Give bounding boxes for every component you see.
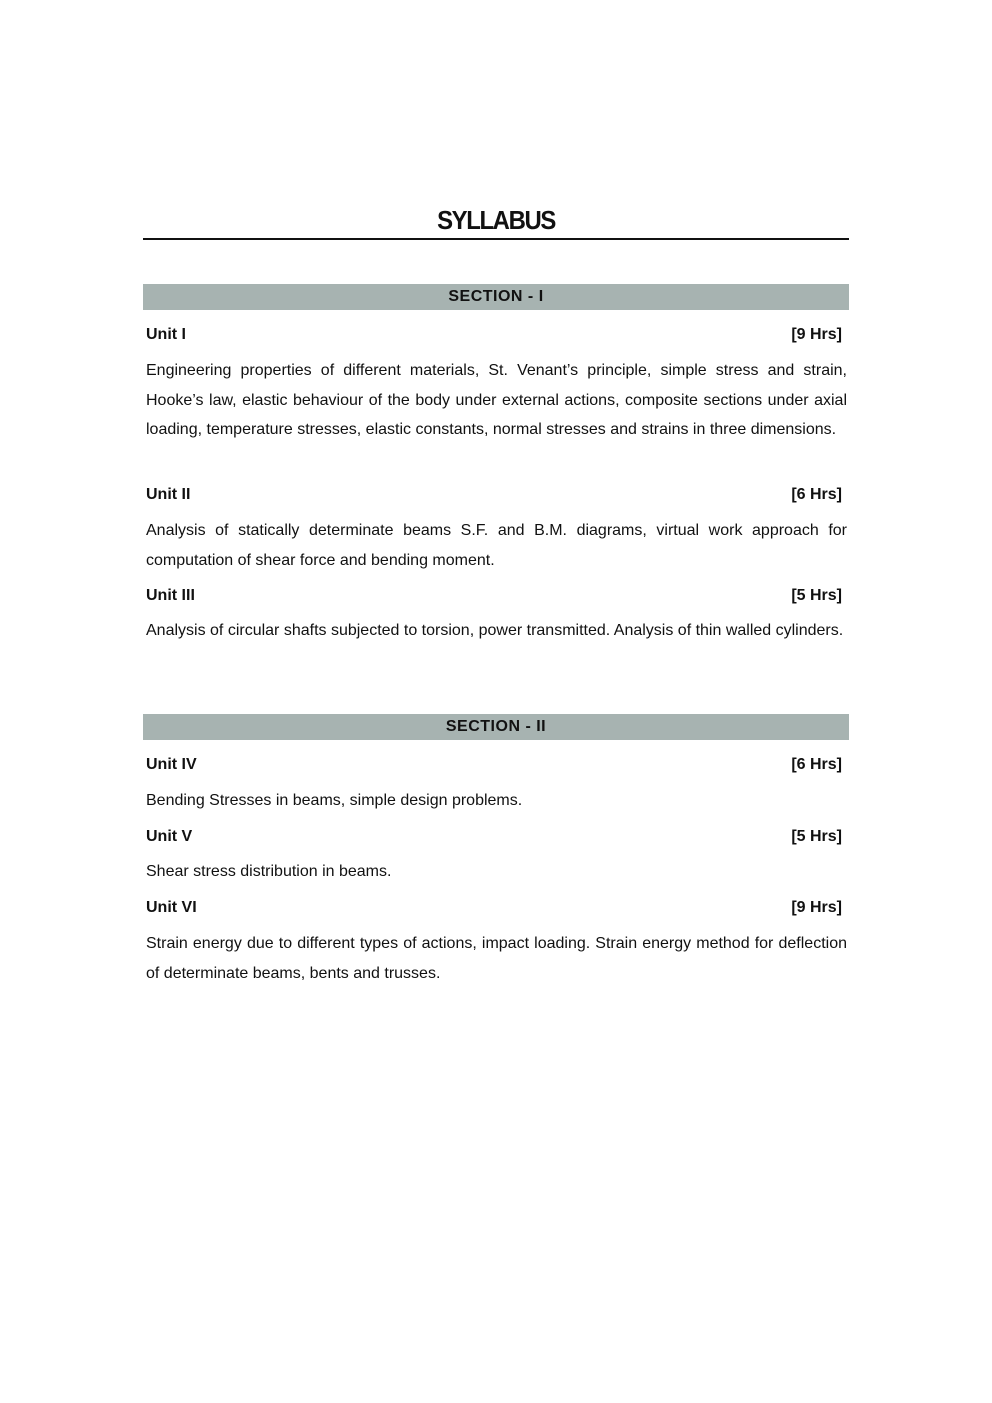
title-rule	[143, 238, 849, 240]
unit-heading	[146, 324, 842, 346]
page-title: SYLLABUS	[437, 205, 555, 235]
unit-heading	[146, 585, 842, 607]
unit-description: Analysis of statically determinate beams S.F. and B.M. diagrams, virtual work approach for computation of shear force and bending moment.	[146, 522, 847, 569]
unit-hours: [5 Hrs]	[791, 587, 842, 604]
unit-heading	[146, 754, 842, 776]
unit-name: Unit VI	[146, 899, 197, 916]
unit-description: Analysis of circular shafts subjected to torsion, power transmitted. Analysis of thin walled cylinders.	[146, 622, 844, 639]
unit-description: Bending Stresses in beams, simple design problems.	[146, 792, 523, 809]
unit-heading	[146, 484, 842, 506]
unit-hours: [9 Hrs]	[791, 899, 842, 916]
unit-heading	[146, 826, 842, 848]
unit-hours: [6 Hrs]	[791, 486, 842, 503]
unit-name: Unit II	[146, 486, 191, 503]
section-2-heading: SECTION - II	[143, 714, 849, 740]
unit-heading	[146, 897, 842, 919]
unit-description: Shear stress distribution in beams.	[146, 863, 392, 880]
unit-name: Unit III	[146, 587, 195, 604]
unit-name: Unit I	[146, 326, 186, 343]
unit-hours: [9 Hrs]	[791, 326, 842, 343]
unit-hours: [6 Hrs]	[791, 756, 842, 773]
unit-name: Unit V	[146, 828, 193, 845]
unit-hours: [5 Hrs]	[791, 828, 842, 845]
unit-description: Engineering properties of different materials, St. Venant’s principle, simple stress and strain, Hooke’s law, elastic behaviour of the body under external actions, composite sections under axial loading, temperature stresses, elastic constants, normal stresses and strains in three dimensions.	[146, 362, 847, 438]
unit-description: Strain energy due to different types of actions, impact loading. Strain energy method for deflection of determinate beams, bents and trusses.	[146, 935, 847, 982]
unit-name: Unit IV	[146, 756, 197, 773]
section-1-heading: SECTION - I	[143, 284, 849, 310]
